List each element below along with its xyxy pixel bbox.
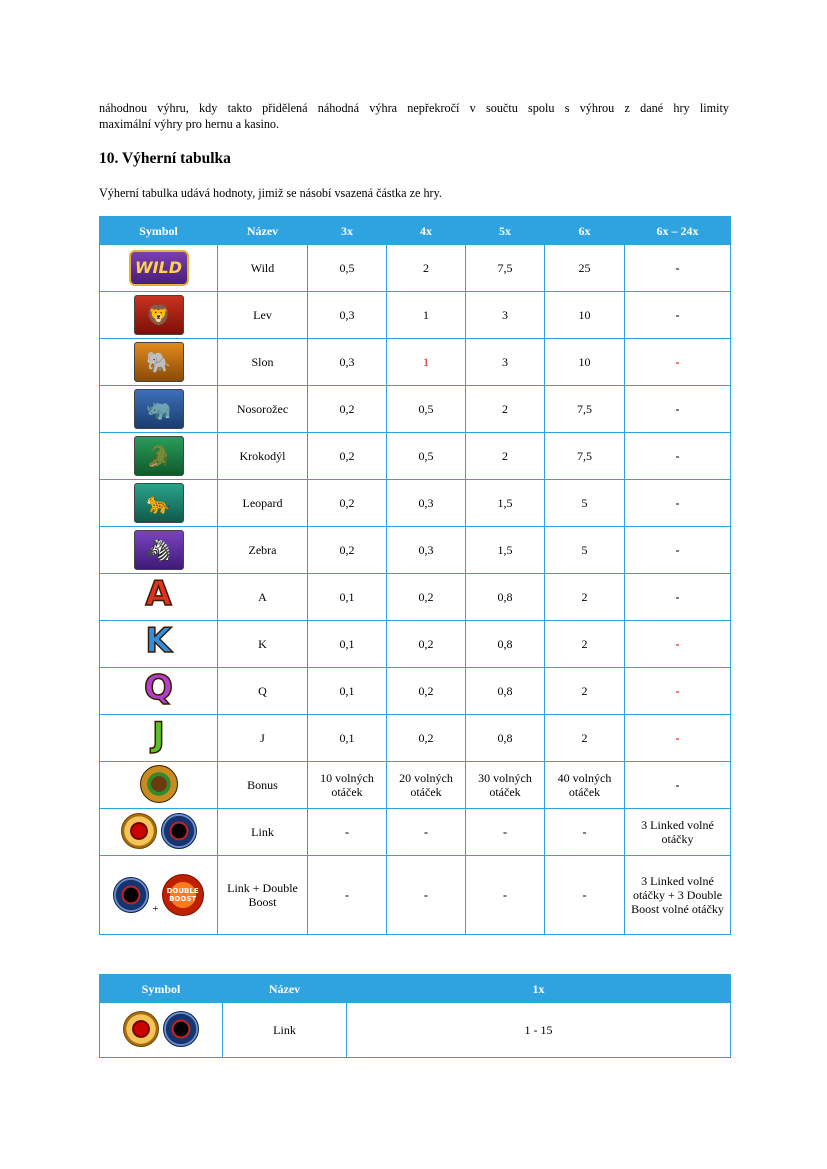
link-double-boost-icon — [113, 874, 203, 916]
letter-k-symbol-icon: K — [145, 620, 172, 661]
value-cell: 1 - 15 — [347, 1003, 731, 1058]
symbol-cell — [100, 527, 218, 574]
value-cell: 7,5 — [545, 433, 625, 480]
symbol-cell — [100, 339, 218, 386]
symbol-cell — [100, 292, 218, 339]
name-cell: Wild — [218, 245, 308, 292]
name-cell: Nosorožec — [218, 386, 308, 433]
name-cell: Q — [218, 668, 308, 715]
table-row — [100, 809, 731, 856]
blue-link-coin-icon — [163, 1011, 199, 1047]
plus-sign: + — [152, 903, 159, 915]
symbol-cell — [100, 668, 218, 715]
value-cell: 0,5 — [308, 245, 387, 292]
value-cell: 2 — [545, 715, 625, 762]
value-cell: - — [625, 245, 731, 292]
value-cell: - — [466, 809, 545, 856]
header-symbol: Symbol — [100, 217, 218, 245]
zebra-symbol-icon: 🦓 — [134, 530, 184, 570]
value-cell: - — [545, 809, 625, 856]
value-cell: - — [625, 386, 731, 433]
header-3x: 3x — [308, 217, 387, 245]
name-cell: A — [218, 574, 308, 621]
name-cell: Link + Double Boost — [218, 856, 308, 935]
value-cell: 2 — [545, 574, 625, 621]
link-symbols-icon — [121, 813, 197, 849]
value-cell: 0,3 — [387, 480, 466, 527]
header-5x: 5x — [466, 217, 545, 245]
value-cell: 0,1 — [308, 715, 387, 762]
intro-line-1: náhodnou výhru, kdy takto přidělená náhodná výhra nepřekročí v součtu spolu s výhrou z dané hry limity — [99, 101, 729, 115]
value-cell: - — [387, 809, 466, 856]
table-row — [100, 433, 731, 480]
value-cell: 0,1 — [308, 621, 387, 668]
value-cell: 30 volných otáček — [466, 762, 545, 809]
value-cell: - — [625, 621, 731, 668]
symbol-cell — [100, 762, 218, 809]
name-cell: Slon — [218, 339, 308, 386]
crocodile-symbol-icon: 🐊 — [134, 436, 184, 476]
value-cell: 7,5 — [466, 245, 545, 292]
value-cell: - — [625, 762, 731, 809]
value-cell: 0,5 — [387, 386, 466, 433]
value-cell: 0,2 — [387, 668, 466, 715]
name-cell: Krokodýl — [218, 433, 308, 480]
header-name: Název — [223, 975, 347, 1003]
symbol-cell — [100, 480, 218, 527]
link-symbols-icon — [123, 1011, 199, 1047]
value-cell: - — [387, 856, 466, 935]
value-cell: 3 Linked volné otáčky — [625, 809, 731, 856]
table-row — [100, 245, 731, 292]
header-6x-24x: 6x – 24x — [625, 217, 731, 245]
value-cell: 10 — [545, 292, 625, 339]
name-cell: Zebra — [218, 527, 308, 574]
value-cell: 2 — [466, 386, 545, 433]
table-row — [100, 480, 731, 527]
bonus-symbol-icon — [140, 765, 178, 803]
table-row — [100, 762, 731, 809]
value-cell: 10 — [545, 339, 625, 386]
table-row — [100, 386, 731, 433]
value-cell: 2 — [545, 668, 625, 715]
value-cell: 0,3 — [387, 527, 466, 574]
value-cell: - — [625, 715, 731, 762]
value-cell: 0,8 — [466, 621, 545, 668]
gold-link-coin-icon — [123, 1011, 159, 1047]
value-cell: - — [625, 668, 731, 715]
paytable — [99, 216, 731, 935]
table-row — [100, 668, 731, 715]
value-cell: 1,5 — [466, 480, 545, 527]
table-row — [100, 856, 731, 935]
symbol-cell — [100, 574, 218, 621]
value-cell: 1,5 — [466, 527, 545, 574]
value-cell: 0,2 — [308, 527, 387, 574]
lion-symbol-icon: 🦁 — [134, 295, 184, 335]
letter-j-symbol-icon: J — [152, 714, 165, 755]
table-row — [100, 339, 731, 386]
value-cell: 0,1 — [308, 668, 387, 715]
value-cell: 3 Linked volné otáčky + 3 Double Boost volné otáčky — [625, 856, 731, 935]
table-caption: Výherní tabulka udává hodnoty, jimiž se násobí vsazená částka ze hry. — [99, 186, 442, 200]
value-cell: 0,3 — [308, 339, 387, 386]
value-cell: - — [625, 527, 731, 574]
value-cell: 25 — [545, 245, 625, 292]
paytable-header-row — [100, 217, 731, 245]
symbol-cell — [100, 245, 218, 292]
value-cell: - — [625, 433, 731, 480]
name-cell: Leopard — [218, 480, 308, 527]
value-cell: 0,2 — [308, 386, 387, 433]
value-cell: 0,2 — [308, 433, 387, 480]
table-row — [100, 527, 731, 574]
wild-symbol-icon: WILD — [129, 250, 189, 286]
value-cell: 40 volných otáček — [545, 762, 625, 809]
rhino-symbol-icon: 🦏 — [134, 389, 184, 429]
blue-link-coin-icon — [113, 877, 149, 913]
name-cell: Lev — [218, 292, 308, 339]
header-name: Název — [218, 217, 308, 245]
value-cell: 0,5 — [387, 433, 466, 480]
value-cell: 0,1 — [308, 574, 387, 621]
link-paytable-header-row — [100, 975, 731, 1003]
symbol-cell — [100, 433, 218, 480]
header-1x: 1x — [347, 975, 731, 1003]
symbol-cell — [100, 809, 218, 856]
header-4x: 4x — [387, 217, 466, 245]
letter-a-symbol-icon: A — [145, 573, 172, 614]
value-cell: 0,8 — [466, 715, 545, 762]
value-cell: - — [466, 856, 545, 935]
value-cell: 1 — [387, 292, 466, 339]
intro-paragraph — [99, 100, 729, 132]
table-row — [100, 715, 731, 762]
value-cell: 10 volných otáček — [308, 762, 387, 809]
double-boost-icon: DOUBLE BOOST — [162, 874, 204, 916]
value-cell: 3 — [466, 339, 545, 386]
value-cell: 2 — [545, 621, 625, 668]
value-cell: - — [308, 809, 387, 856]
value-cell: - — [625, 292, 731, 339]
value-cell: - — [625, 574, 731, 621]
header-symbol: Symbol — [100, 975, 223, 1003]
table-row — [100, 1003, 731, 1058]
symbol-cell — [100, 856, 218, 935]
name-cell: K — [218, 621, 308, 668]
value-cell: 5 — [545, 527, 625, 574]
value-cell: 0,3 — [308, 292, 387, 339]
value-cell: 7,5 — [545, 386, 625, 433]
section-heading: 10. Výherní tabulka — [99, 150, 231, 167]
letter-q-symbol-icon: Q — [144, 667, 173, 708]
elephant-symbol-icon: 🐘 — [134, 342, 184, 382]
value-cell: 2 — [387, 245, 466, 292]
table-row — [100, 574, 731, 621]
symbol-cell — [100, 386, 218, 433]
name-cell: Link — [223, 1003, 347, 1058]
value-cell: 0,8 — [466, 574, 545, 621]
blue-link-coin-icon — [161, 813, 197, 849]
gold-link-coin-icon — [121, 813, 157, 849]
leopard-symbol-icon: 🐆 — [134, 483, 184, 523]
value-cell: 0,2 — [387, 621, 466, 668]
symbol-cell — [100, 715, 218, 762]
value-cell: - — [625, 339, 731, 386]
value-cell: - — [308, 856, 387, 935]
symbol-cell — [100, 621, 218, 668]
table-row — [100, 292, 731, 339]
value-cell: 0,2 — [387, 715, 466, 762]
value-cell: 0,2 — [387, 574, 466, 621]
intro-line-2: maximální výhry pro hernu a kasino. — [99, 117, 280, 131]
name-cell: Bonus — [218, 762, 308, 809]
value-cell: 5 — [545, 480, 625, 527]
header-6x: 6x — [545, 217, 625, 245]
value-cell: 2 — [466, 433, 545, 480]
value-cell: 1 — [387, 339, 466, 386]
symbol-cell — [100, 1003, 223, 1058]
name-cell: J — [218, 715, 308, 762]
value-cell: 3 — [466, 292, 545, 339]
name-cell: Link — [218, 809, 308, 856]
value-cell: 0,8 — [466, 668, 545, 715]
value-cell: 0,2 — [308, 480, 387, 527]
link-paytable — [99, 974, 731, 1058]
value-cell: - — [625, 480, 731, 527]
value-cell: 20 volných otáček — [387, 762, 466, 809]
value-cell: - — [545, 856, 625, 935]
table-row — [100, 621, 731, 668]
